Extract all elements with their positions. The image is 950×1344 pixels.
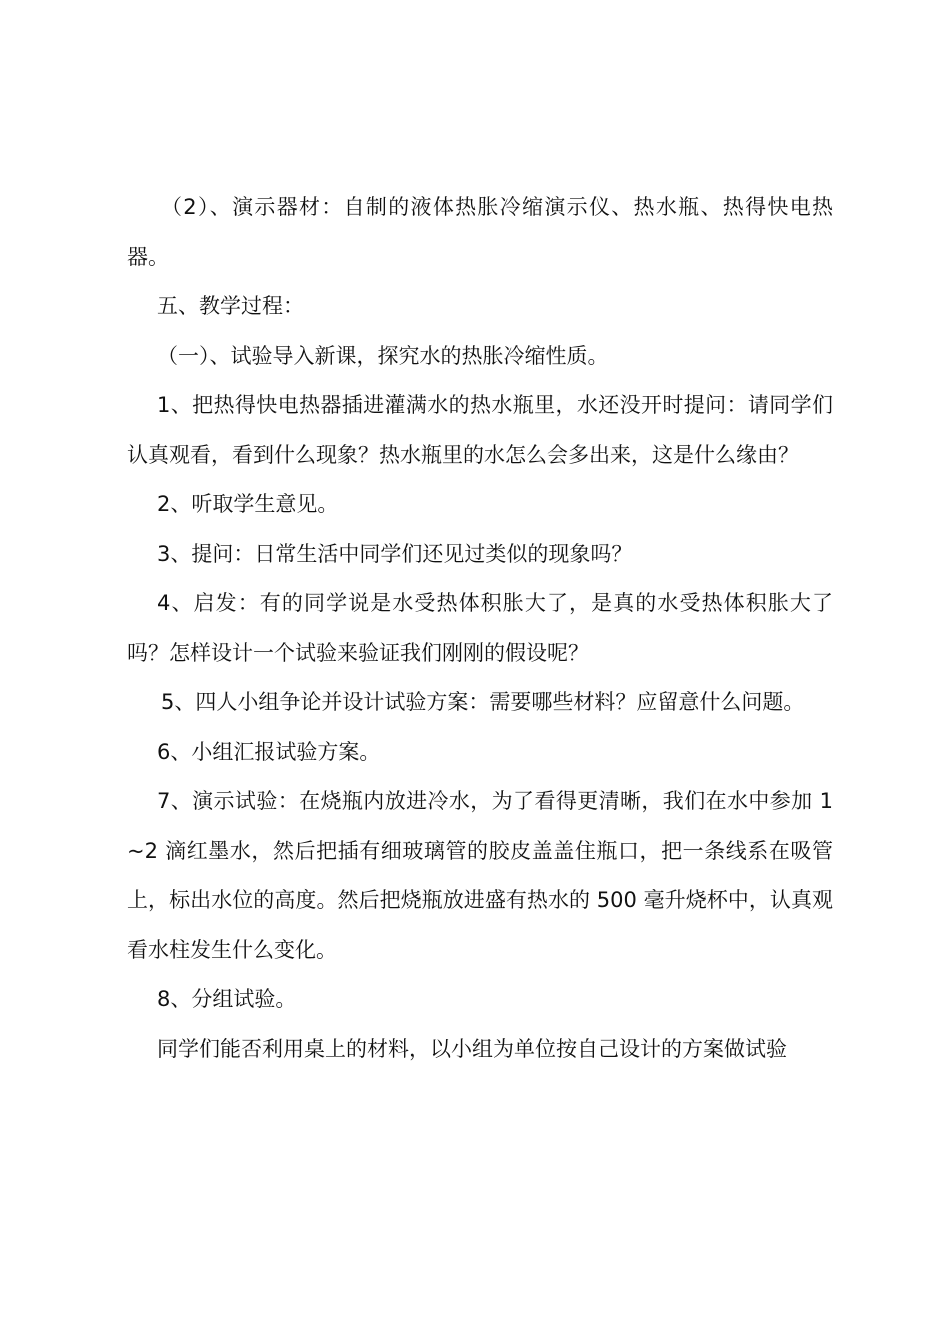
heading-teaching-process: 五、教学过程： [157,294,304,318]
paragraph-group-experiment: 同学们能否利用桌上的材料，以小组为单位按自己设计的方案做试验 [157,1036,787,1061]
paragraph-step-5: 5、四人小组争论并设计试验方案：需要哪些材料？应留意什么问题。 [161,690,805,714]
document-body [127,183,833,1074]
paragraph-step-6: 6、小组汇报试验方案。 [157,739,381,764]
paragraph-step-3: 3、提问：日常生活中同学们还见过类似的现象吗？ [157,541,633,566]
paragraph-step-8: 8、分组试验。 [157,987,297,1011]
heading-experiment-intro: （一）、试验导入新课，探究水的热胀冷缩性质。 [157,343,609,368]
paragraph-step-2: 2、听取学生意见。 [157,492,339,516]
paragraph-demo-equipment: （2）、演示器材：自制的液体热胀冷缩演示仪、热水瓶、热得快电热器。 [127,195,833,269]
paragraph-step-4: 4、启发：有的同学说是水受热体积胀大了，是真的水受热体积胀大了吗？怎样设计一个试验来验证我们刚刚的假设呢？ [127,591,833,665]
paragraph-step-7: 7、演示试验：在烧瓶内放进冷水，为了看得更清晰，我们在水中参加 1~2 滴红墨水，然后把插有细玻璃管的胶皮盖盖住瓶口，把一条线系在吸管上，标出水位的高度。然后把烧瓶放进盛有热水的 500 毫升烧杯中，认真观看水柱发生什么变化。 [127,789,833,962]
paragraph-step-1: 1、把热得快电热器插进灌满水的热水瓶里，水还没开时提问：请同学们认真观看，看到什么现象？热水瓶里的水怎么会多出来，这是什么缘由？ [127,393,833,467]
